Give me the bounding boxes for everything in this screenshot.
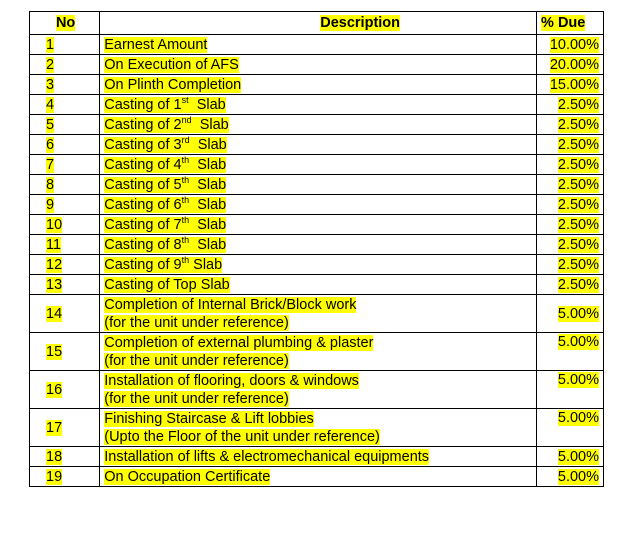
table-row: [30, 35, 604, 55]
row-due: 5.00%: [537, 295, 604, 333]
row-description: Casting of 4th Slab: [100, 155, 537, 175]
table-row: [30, 115, 604, 135]
row-due: 5.00%: [537, 467, 604, 487]
row-no: 8: [30, 175, 100, 195]
table-row: [30, 275, 604, 295]
header-row: [30, 12, 604, 35]
row-no: 13: [30, 275, 100, 295]
row-no: 3: [30, 75, 100, 95]
row-description: Completion of Internal Brick/Block work (for the unit under reference): [100, 295, 537, 333]
row-no: 4: [30, 95, 100, 115]
row-due: 5.00%: [537, 409, 604, 447]
row-no: 10: [30, 215, 100, 235]
row-no: 2: [30, 55, 100, 75]
row-due: 2.50%: [537, 275, 604, 295]
row-due: 2.50%: [537, 155, 604, 175]
row-no: 6: [30, 135, 100, 155]
table-row: [30, 75, 604, 95]
row-no: 17: [30, 409, 100, 447]
row-due: 2.50%: [537, 95, 604, 115]
row-description: Casting of 3rd Slab: [100, 135, 537, 155]
row-due: 5.00%: [537, 333, 604, 371]
header-description: Description: [100, 12, 537, 35]
table-row: [30, 215, 604, 235]
payment-schedule-table: [29, 11, 604, 487]
row-description: Finishing Staircase & Lift lobbies (Upto the Floor of the unit under reference): [100, 409, 537, 447]
row-no: 5: [30, 115, 100, 135]
row-description: Casting of 8th Slab: [100, 235, 537, 255]
row-no: 18: [30, 447, 100, 467]
table-row: [30, 95, 604, 115]
table-row: [30, 55, 604, 75]
row-no: 15: [30, 333, 100, 371]
row-due: 2.50%: [537, 195, 604, 215]
table-row: [30, 175, 604, 195]
row-no: 14: [30, 295, 100, 333]
header-due: % Due: [537, 12, 604, 35]
row-due: 2.50%: [537, 235, 604, 255]
row-due: 2.50%: [537, 255, 604, 275]
row-description: On Occupation Certificate: [100, 467, 537, 487]
table-row: [30, 467, 604, 487]
row-no: 11: [30, 235, 100, 255]
table-row: [30, 235, 604, 255]
table-row: [30, 255, 604, 275]
row-no: 9: [30, 195, 100, 215]
row-due: 5.00%: [537, 371, 604, 409]
row-due: 2.50%: [537, 175, 604, 195]
row-due: 15.00%: [537, 75, 604, 95]
row-no: 12: [30, 255, 100, 275]
table-row: [30, 371, 604, 409]
row-description: Casting of 5th Slab: [100, 175, 537, 195]
row-due: 2.50%: [537, 215, 604, 235]
row-description: Installation of flooring, doors & windows (for the unit under reference): [100, 371, 537, 409]
table-row: [30, 333, 604, 371]
row-due: 2.50%: [537, 115, 604, 135]
table-row: [30, 447, 604, 467]
row-due: 10.00%: [537, 35, 604, 55]
row-no: 19: [30, 467, 100, 487]
table-row: [30, 135, 604, 155]
row-no: 16: [30, 371, 100, 409]
row-description: Casting of Top Slab: [100, 275, 537, 295]
row-no: 7: [30, 155, 100, 175]
row-description: On Execution of AFS: [100, 55, 537, 75]
row-description: Casting of 7th Slab: [100, 215, 537, 235]
table-row: [30, 155, 604, 175]
row-description: Installation of lifts & electromechanical equipments: [100, 447, 537, 467]
row-description: Casting of 6th Slab: [100, 195, 537, 215]
row-description: On Plinth Completion: [100, 75, 537, 95]
header-no: No: [30, 12, 100, 35]
row-due: 20.00%: [537, 55, 604, 75]
table-row: [30, 409, 604, 447]
row-description: Casting of 2nd Slab: [100, 115, 537, 135]
row-description: Casting of 9th Slab: [100, 255, 537, 275]
table-row: [30, 195, 604, 215]
table-row: [30, 295, 604, 333]
row-no: 1: [30, 35, 100, 55]
row-description: Casting of 1st Slab: [100, 95, 537, 115]
row-description: Earnest Amount: [100, 35, 537, 55]
row-due: 2.50%: [537, 135, 604, 155]
row-description: Completion of external plumbing & plaster (for the unit under reference): [100, 333, 537, 371]
row-due: 5.00%: [537, 447, 604, 467]
